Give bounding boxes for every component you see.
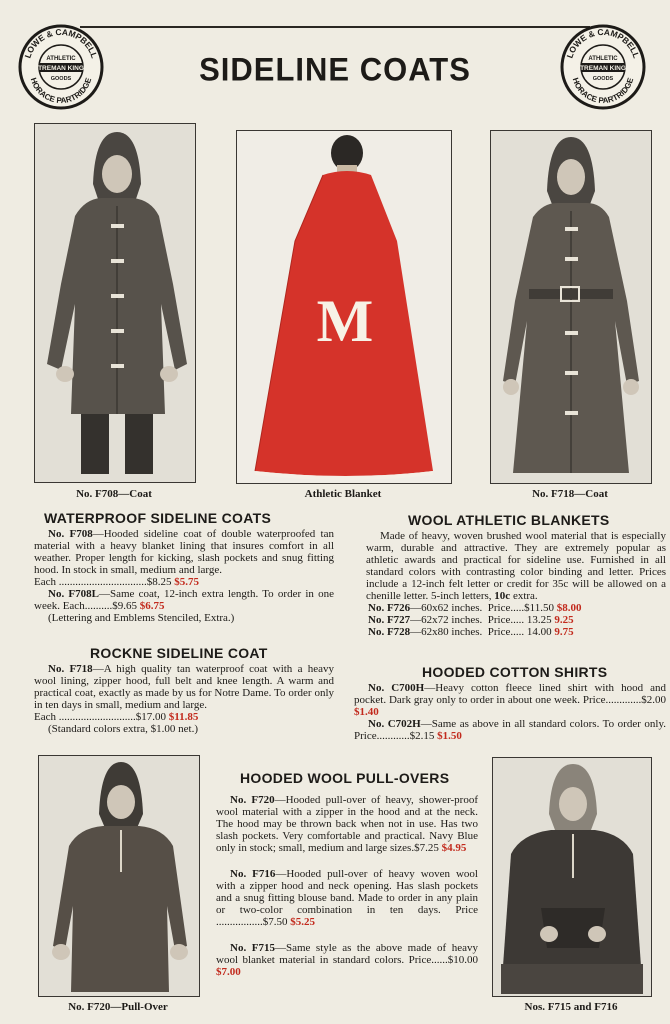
page-title: SIDELINE COATS	[199, 51, 471, 88]
each-f708: Each ................................$8.25	[34, 576, 172, 588]
photo-f708-coat	[34, 123, 196, 483]
svg-text:M: M	[316, 288, 374, 354]
code-f720: No. F720	[230, 794, 275, 806]
desc-f708: —Hooded sideline coat of double waterproofed tan material with a heavy blanket lining that insures comfort in all weather. Proper length for kicking, slash pockets and snug fitting hood. In stock in small, medium and large.	[34, 528, 334, 576]
caption-athletic-blanket: Athletic Blanket	[304, 488, 382, 500]
svg-text:GOODS: GOODS	[50, 76, 72, 82]
sale-price-f715: $7.00	[216, 966, 241, 978]
caption-f715-f716: Nos. F715 and F716	[524, 1001, 618, 1013]
text-rockne-coat	[34, 663, 334, 735]
heading-wool-blankets: WOOL ATHLETIC BLANKETS	[408, 512, 610, 528]
sale-price-f727: 9.25	[554, 614, 574, 626]
photo-f720-pullover	[38, 755, 200, 997]
blanket-row-f727	[368, 614, 666, 626]
code-f708: No. F708	[48, 528, 93, 540]
letter-extra-tail: extra.	[510, 590, 538, 602]
svg-text:ATHLETIC: ATHLETIC	[46, 56, 76, 62]
size-f728: —62x80 inches.	[410, 626, 483, 638]
sale-price-f726: $8.00	[556, 602, 582, 614]
svg-text:HORACE PARTRIDGE: HORACE PARTRIDGE	[570, 76, 636, 106]
sale-price-f718: $11.85	[168, 711, 199, 723]
caption-f718: No. F718—Coat	[532, 488, 608, 500]
header-rule	[80, 26, 590, 28]
desc-f716: —Hooded pull-over of heavy woven wool with a zipper hood and neck opening. Has slash pockets and a snug fitting blouse band. Made to order in any plain or two-color combination in ten days. Price .................$7.50	[216, 868, 478, 928]
photo-f718-coat	[490, 130, 652, 484]
heading-waterproof-coats: WATERPROOF SIDELINE COATS	[44, 510, 272, 526]
text-wool-pullovers	[216, 794, 478, 978]
sale-price-c702h: $1.50	[437, 730, 462, 742]
sale-price-f720: $4.95	[441, 842, 467, 854]
text-waterproof-coats	[34, 528, 334, 624]
desc-f720: —Hooded pull-over of heavy, shower-proof wool material with a zipper in the hood and at the neck. The hood may be thrown back when not in use. Has two slash pockets. Very comfortable and practical. Navy Blue only in stock; small, medium and large sizes.$7.25	[216, 794, 478, 854]
blanket-row-f728	[368, 626, 666, 638]
text-wool-blankets	[366, 530, 666, 638]
size-f727: —62x72 inches.	[410, 614, 483, 626]
caption-f720: No. F720—Pull-Over	[68, 1001, 168, 1013]
each-f718: Each ............................$17.00	[34, 711, 166, 723]
letter-extra-price: 10c	[494, 590, 511, 602]
heading-rockne-coat: ROCKNE SIDELINE COAT	[90, 645, 268, 661]
price-f726: Price.....$11.50	[487, 602, 554, 614]
code-f718: No. F718	[48, 663, 93, 675]
sale-price-f708: $5.75	[174, 576, 199, 588]
desc-f718: —A high quality tan waterproof coat with a heavy wool lining, zipper hood, full belt and knee length. A warm and practical coat, exactly as made by us for Notre Dame. To order only in ten days in small, medium and large.	[34, 663, 334, 711]
price-f728: Price..... 14.00	[487, 626, 552, 638]
sale-price-f728: 9.75	[554, 626, 574, 638]
desc-blankets: Made of heavy, woven brushed wool material that is especially warm, durable and attractive. They are extremely popular as athletic awards and practical for sideline use. Furnished in all standard colors with contrasting color binding and letter. Prices include a 12-inch felt letter or credit for 35c will be allowed on a chenille letter. 5-inch letters,	[366, 530, 666, 602]
svg-text:HORACE PARTRIDGE: HORACE PARTRIDGE	[28, 76, 94, 106]
code-f727: No. F727	[368, 614, 411, 626]
code-c700h: No. C700H	[368, 682, 425, 694]
svg-text:ATHLETIC: ATHLETIC	[588, 56, 618, 62]
desc-c700h: —Heavy cotton fleece lined shirt with hood and pocket. Dark gray only to order in about one week. Price.............$2.00	[354, 682, 666, 706]
price-f727: Price..... 13.25	[487, 614, 552, 626]
note-lettering: (Lettering and Emblems Stenciled, Extra.)	[48, 612, 235, 624]
desc-c702h: —Same as above in all standard colors. To order only. Price............$2.15	[354, 718, 666, 742]
blanket-row-f726	[368, 602, 666, 614]
sale-price-f716: $5.25	[290, 916, 315, 928]
svg-text:LOWE & CAMPBELL: LOWE & CAMPBELL	[22, 26, 100, 60]
caption-f708: No. F708—Coat	[76, 488, 152, 500]
photo-f715-f716-pullover	[492, 757, 652, 997]
photo-athletic-blanket	[236, 130, 452, 484]
heading-wool-pullovers: HOODED WOOL PULL-OVERS	[240, 770, 450, 786]
heading-cotton-shirts: HOODED COTTON SHIRTS	[422, 664, 608, 680]
code-c702h: No. C702H	[368, 718, 421, 730]
desc-f715: —Same style as the above made of heavy wool blanket material in standard colors. Price......$10.00	[216, 942, 478, 966]
sale-price-c700h: $1.40	[354, 706, 379, 718]
svg-text:GOODS: GOODS	[592, 76, 614, 82]
desc-f708l: —Same coat, 12-inch extra length. To order in one week. Each..........$9.65	[34, 588, 335, 612]
code-f728: No. F728	[368, 626, 411, 638]
code-f708l: No. F708L	[48, 588, 99, 600]
code-f715: No. F715	[230, 942, 275, 954]
svg-text:LOWE & CAMPBELL: LOWE & CAMPBELL	[564, 26, 642, 60]
svg-text:TREMAN KING: TREMAN KING	[38, 65, 84, 72]
code-f726: No. F726	[368, 602, 411, 614]
text-cotton-shirts	[354, 682, 666, 742]
code-f716: No. F716	[230, 868, 276, 880]
size-f726: —60x62 inches.	[410, 602, 483, 614]
svg-text:TREMAN KING: TREMAN KING	[580, 65, 626, 72]
sale-price-f708l: $6.75	[139, 600, 165, 612]
note-standard-colors: (Standard colors extra, $1.00 net.)	[48, 723, 198, 735]
